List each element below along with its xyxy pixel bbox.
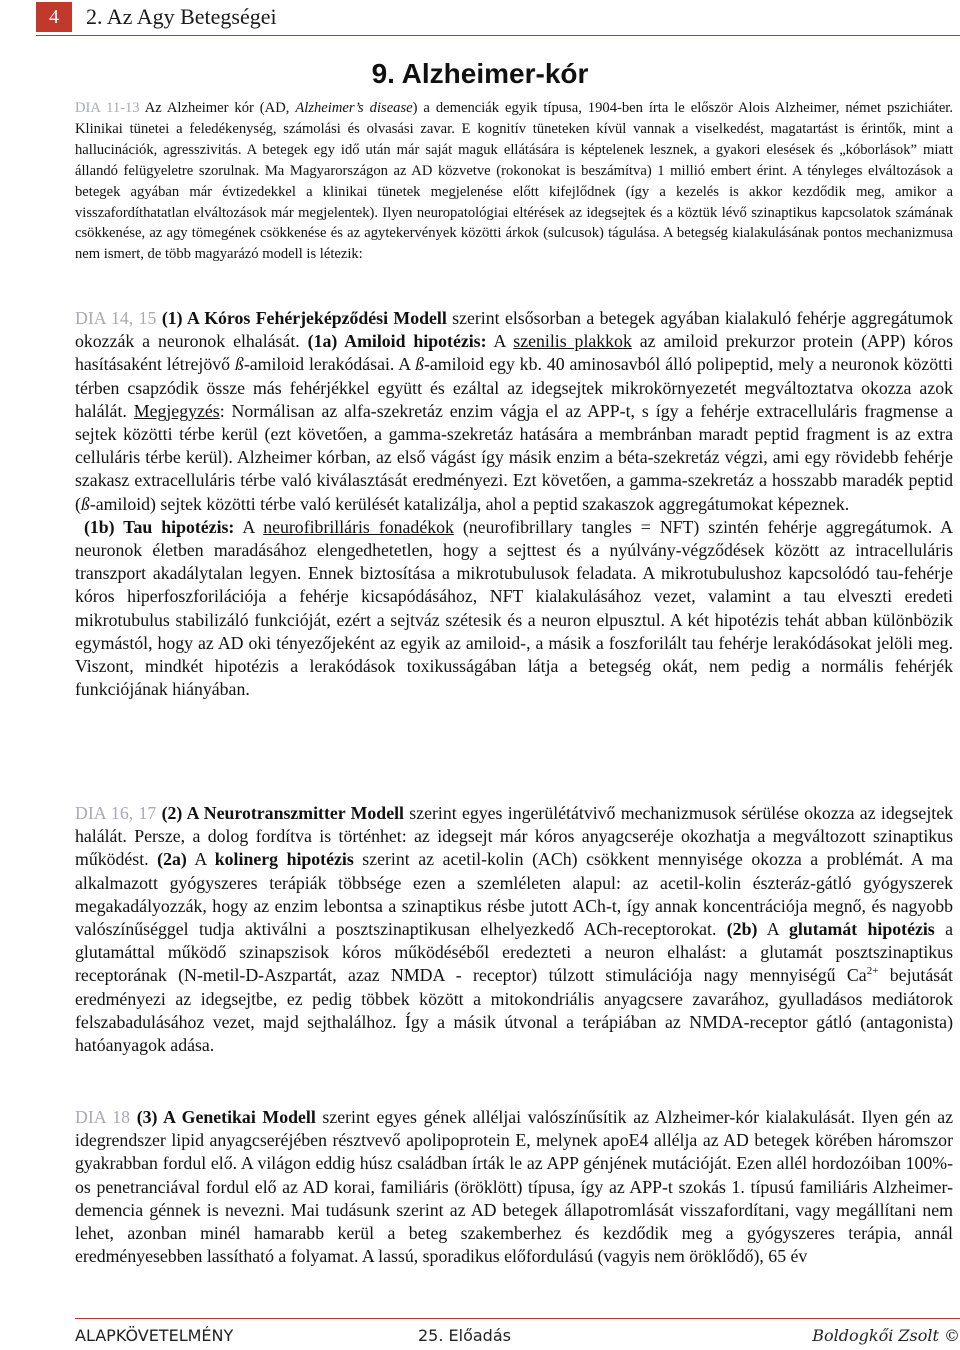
intro-paragraph: DIA 11-13 Az Alzheimer kór (AD, Alzheimer’s disease) a demenciák egyik típusa, 1904-ben írta le először Alois Alzheimer, német pszichiáter. Klinikai tünetei a feledékenység, számolási és olvasási zavar. E kognitív tüneteken kívül vannak a viselkedést, magatartást is érintők, mint a hallucinációk, agresszivitás. A betegek egy idő után már saját maguk ellátására is képtelenek lesznek, a gyakori elesések és „kóborlások” miatt állandó felügyeletre szorulnak. Ma Magyarországon az AD közvetve (rokonokat is beszámítva) 1 millió embert érint. A tényleges elváltozások a betegek agyában már évtizedekkel a klinikai tünetek megjelenése előtt kifejlődnek (így a kezelés is akkor kezdődik meg, amikor a visszafordíthatatlan elváltozások már megjelentek). Ilyen neuropatológiai eltérések az idegsejtek és a köztük lévő szinaptikus kapcsolatok számának csökkenése, az agy tömegének csökkenése és az agytekervények közötti árkok (sulcusok) tágulása. A betegség kialakulásának pontos mechanizmusa nem ismert, de több magyarázó modell is létezik: — [75, 100, 954, 263]
footer-lecture: 25. Előadás — [418, 1326, 511, 1345]
footer-rule — [75, 1318, 960, 1319]
footer-left: ALAPKÖVETELMÉNY — [75, 1326, 234, 1345]
slide-reference: DIA 11-13 — [75, 100, 140, 116]
slide-reference: DIA 14, 15 — [75, 308, 157, 328]
header-rule — [36, 35, 960, 36]
page-header — [0, 0, 960, 36]
chapter-title: 2. Az Agy Betegségei — [86, 4, 277, 29]
protein-model-paragraph: DIA 14, 15 (1) A Kóros Fehérjeképződési Modell szerint elsősorban a betegek agyában kialakuló fehérje aggregátumok okozzák a neuronok elhalását. (1a) Amiloid hipotézis: A szenilis plakkok az amiloid prekurzor protein (APP) kóros hasításaként létrejövő ß-amiloid lerakódásai. A ß-amiloid egy kb. 40 aminosavból álló polipeptid, mely a neuronok közötti térben csapzódik össze más fehérjékkel együtt és ezáltal az idegsejtek mikrokörnyezetét megváltoztatva okozza azok halálát. Megjegyzés: Normálisan az alfa-szekretáz enzim vágja el az APP-t, s így a fehérje extracelluláris fragmense a sejtek közötti térbe kerül (ezt követően, a gamma-szekretáz hatására a membránban maradt peptid fragment is az extra celluláris térbe kerül). Alzheimer kórban, az első vágást így másik enzim a béta-szekretáz végzi, ami egy rövidebb fehérje szakasz extracelluláris térbe való kiválasztását eredményezi. Ezt követően, a gamma-szekretáz a hosszabb maradék peptid (ß-amiloid) sejtek közötti térbe való kerülését katalizálja, ahol a peptid szakaszok aggregátumokat képeznek. (1b) Tau hipotézis: A neurofibrilláris fonadékok (neurofibrillary tangles = NFT) szintén fehérje aggregátumok. A neuronok életben maradásához elengedhetetlen, hogy a sejttest és a nyúlvány-végződések között az intracelluláris transzport akadálytalan legyen. Ennek biztosítása a mikrotubulusok feladata. A mikrotubulushoz kapcsolódó tau-fehérje kóros hiperfoszforilációja a fehérje kicsapódásához, NFT kialakulásához vezet, valamint a tau elveszti eredeti mikrotubulus stabilizáló funkcióját, ezért a sejtváz szétesik és a neuron elpusztul. A két hipotézis tehát abban különbözik egymástól, hogy az AD oki tényezőjeként az egyik az amiloid-, a másik a foszforilált tau fehérje lerakódásokat jelöli meg. Viszont, mindkét hipotézis a lerakódások toxikusságában látja a betegség okát, nem pedig a normális fehérjék funkciójának hiányában. — [75, 308, 954, 700]
neurotransmitter-model-paragraph: DIA 16, 17 (2) A Neurotranszmitter Modell szerint egyes ingerülétátvivő mechanizmusok sérülése okozza az idegsejtek halálát. Persze, a dolog fordítva is történhet: az idegsejt már kóros anyagcseréje okozhatja a megváltozott szinaptikus működést. (2a) A kolinerg hipotézis szerint az acetil-kolin (ACh) csökkent mennyisége okozza a problémát. A ma alkalmazott gyógyszeres terápiák többsége ezen a szemléleten alapul: az acetil-kolin észteráz-gátló gyógyszerek megakadályozzák, hogy az enzim lebontsa a szinaptikus résbe jutott ACh-t, így annak koncentrációja megnő, és nagyobb valószínűséggel tudja aktiválni a posztszinaptikusan elhelyezkedő ACh-receptorokat. (2b) A glutamát hipotézis a glutamáttal működő szinapszisok kóros működéséből eredezteti a neuron elhalást: a glutamát posztszinaptikus receptorának (N-metil-D-Aszpartát, azaz NMDA - receptor) túlzott stimulációja nagy mennyiségű $Ca^{2+}$ bejutását eredményezi az idegsejtbe, ez pedig többek között a mitokondriális anyagcsere zavarához, gyulladásos mediátorok felszabadulásához vezet, majd sejthalálhoz. Így a másik útvonal a terápiában az NMDA-receptor gátló (antagonista) hatóanyagok adása. — [75, 803, 953, 1056]
section-title: 9. Alzheimer-kór — [371, 58, 589, 89]
page-number: 4 — [36, 2, 72, 32]
slide-reference: DIA 16, 17 — [75, 803, 157, 823]
slide-reference: DIA 18 — [75, 1107, 131, 1127]
page-footer — [75, 1318, 960, 1350]
genetic-model-paragraph: DIA 18 (3) A Genetikai Modell szerint egyes gének alléljai valószínűsítik az Alzheimer-kór kialakulását. Ilyen gén az idegrendszer lipid anyagcseréjében résztvevő apolipoprotein E, melynek apoE4 allélja az AD betegek körében háromszor gyakrabban fordul elő. A világon eddig húsz családban írták le az APP génjének mutációját. Ezen allél hordozóiban 100%-os penetranciával fordul elő az AD korai, familiáris (öröklött) típusa, így az APP-t szokás 1. típusú familiáris Alzheimer-demencia génnek is nevezni. Mai tudásunk szerint az AD betegek állapotromlását visszafordítani, vagy megállítani nem lehet, azonban minél hamarabb kerül a beteg szakemberhez és kezdődik meg a gyógyszeres terápia, annál eredményesebben lassítható a folyamat. A lassú, sporadikus előfordulású (vagyis nem öröklődő), 65 év — [75, 1107, 953, 1267]
footer-author: Boldogkői Zsolt © — [812, 1326, 960, 1345]
